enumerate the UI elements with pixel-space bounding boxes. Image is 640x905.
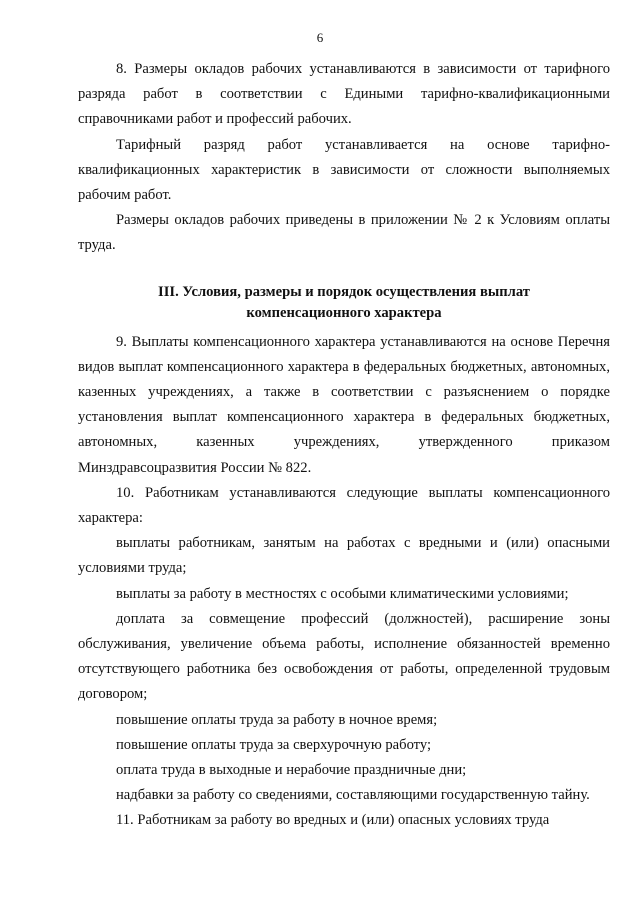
page-number: 6 <box>316 30 324 45</box>
paragraph-11: 11. Работникам за работу во вредных и (или) опасных условиях труда <box>116 812 550 829</box>
list-item-night-work: повышение оплаты труда за работу в ночное время; <box>116 711 438 728</box>
paragraph-10: 10. Работникам устанавливаются следующие выплаты компенсационного характера: <box>78 484 610 527</box>
paragraph-9: 9. Выплаты компенсационного характера устанавливаются на основе Перечня видов выплат компенсационного характера в федеральных бюджетных, автономных, казенных учреждениях, а также в соответствии с разъяснением о порядке установления выплат компенсационного характера в федеральных бюджетных, автономных, казенных учреждениях, утвержденного приказом Минздравсоцразвития России № 822. <box>78 333 610 476</box>
section-heading-line-2: компенсационного характера <box>246 304 442 321</box>
list-item-overtime: повышение оплаты труда за сверхурочную работу; <box>116 736 432 753</box>
list-item-harmful-conditions: выплаты работникам, занятым на работах с вредными и (или) опасными условиями труда; <box>78 535 610 577</box>
list-item-combined-duties: доплата за совмещение профессий (должностей), расширение зоны обслуживания, увеличение объема работы, исполнение обязанностей временно отсутствующего работника без освобождения от работы, определенной трудовым договором; <box>78 610 610 703</box>
list-item-state-secret: надбавки за работу со сведениями, составляющими государственную тайну. <box>116 787 590 804</box>
paragraph-tariff-grade: Тарифный разряд работ устанавливается на основе тарифно-квалификационных характеристик в зависимости от сложности выполняемых рабочим работ. <box>78 136 610 204</box>
paragraph-salary-appendix: Размеры окладов рабочих приведены в приложении № 2 к Условиям оплаты труда. <box>78 212 610 254</box>
list-item-climate-conditions: выплаты за работу в местностях с особыми климатическими условиями; <box>116 585 569 602</box>
section-heading <box>78 282 610 324</box>
document-body <box>78 57 610 834</box>
paragraph-8: 8. Размеры окладов рабочих устанавливаются в зависимости от тарифного разряда работ в соответствии с Едиными тарифно-квалификационными справочниками работ и профессий рабочих. <box>78 61 610 128</box>
section-heading-line-1: III. Условия, размеры и порядок осуществления выплат <box>158 283 530 300</box>
list-item-holidays: оплата труда в выходные и нерабочие праздничные дни; <box>116 762 467 779</box>
